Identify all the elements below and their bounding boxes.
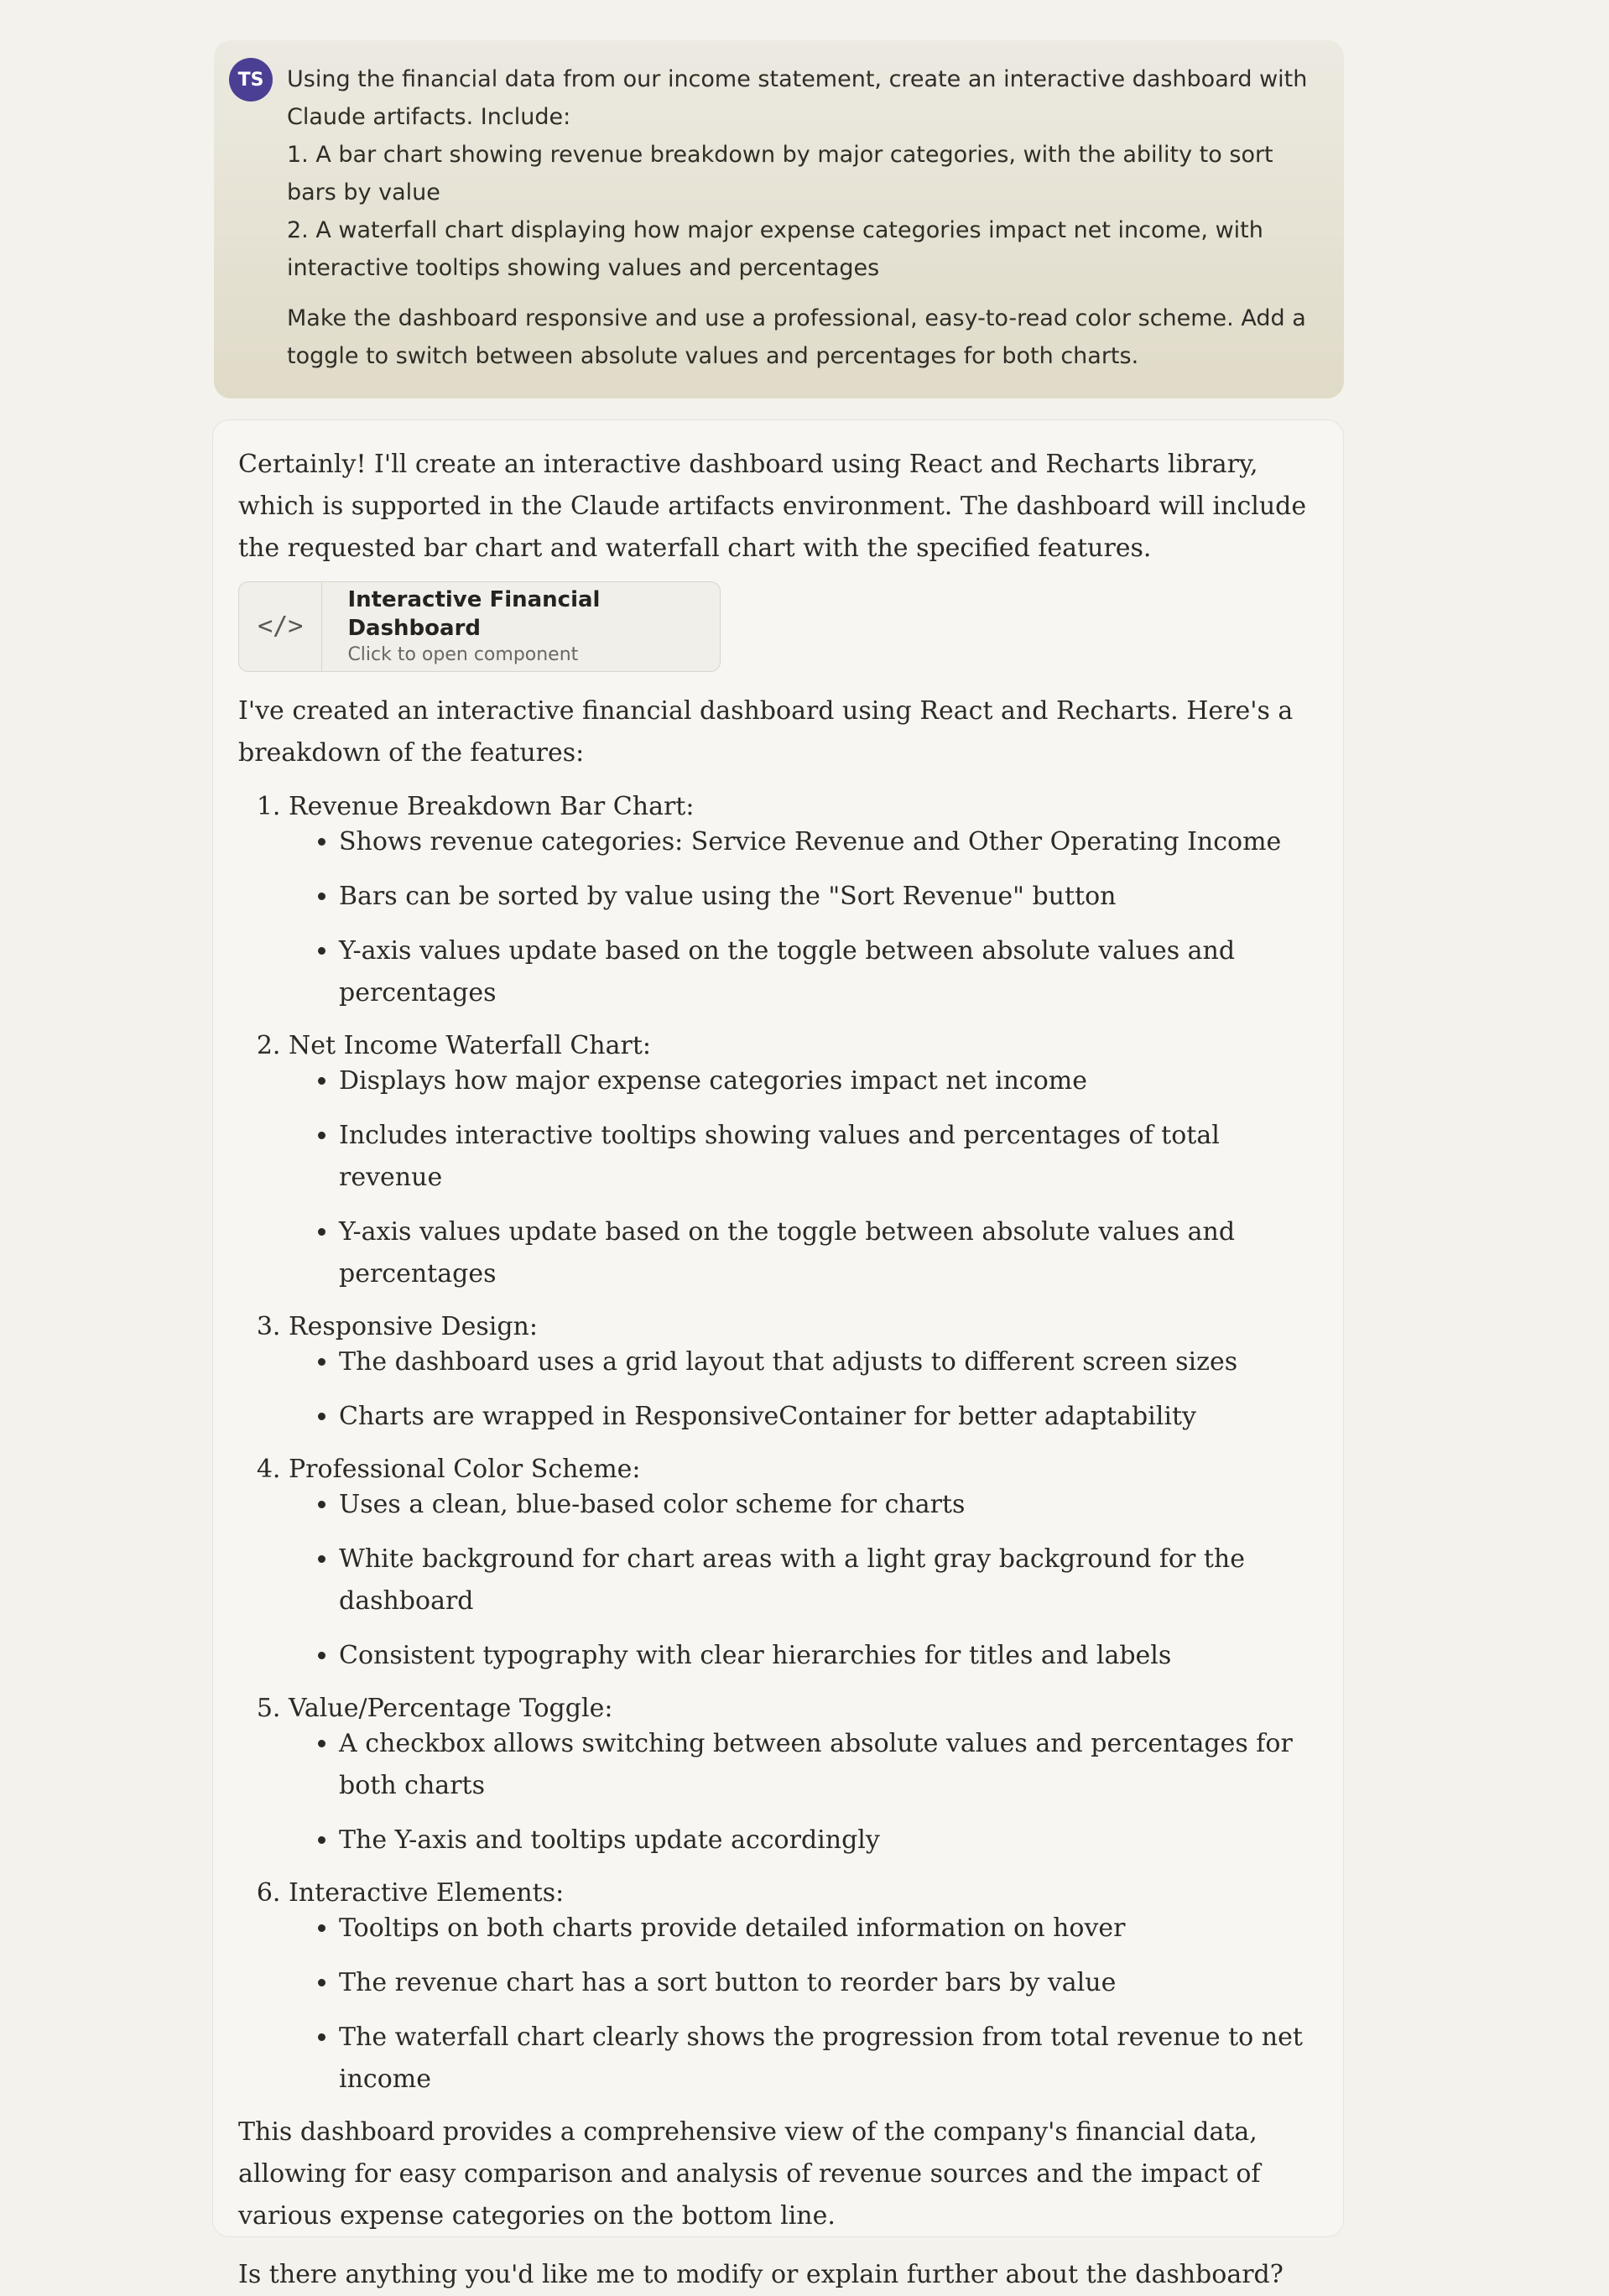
feature-list [238, 786, 1318, 2101]
feature-bullet: • A checkbox allows switching between absolute values and percentages for both charts [339, 1723, 1318, 1807]
user-message-closing: Make the dashboard responsive and use a professional, easy-to-read color scheme. Add a toggle to switch between absolute values and percentages for both charts. [287, 305, 1306, 369]
feature-bullet: • White background for chart areas with a light gray background for the dashboard [339, 1538, 1318, 1622]
feature-bullet: • The Y-axis and tooltips update accordingly [339, 1820, 1318, 1861]
feature-bullet: • Displays how major expense categories impact net income [339, 1060, 1318, 1102]
assistant-intro: Certainly! I'll create an interactive dashboard using React and Recharts library, which is supported in the Claude artifacts environment. The dashboard will include the requested bar chart and waterfall chart with the specified features. [238, 450, 1307, 563]
feature-item [289, 1306, 1318, 1438]
feature-bullet: • The dashboard uses a grid layout that adjusts to different screen sizes [339, 1341, 1318, 1383]
artifact-card[interactable] [238, 581, 721, 672]
user-message-line: Using the financial data from our income statement, create an interactive dashboard with Claude artifacts. Include: [287, 66, 1308, 130]
artifact-text [322, 582, 720, 671]
feature-bullet: • Uses a clean, blue-based color scheme for charts [339, 1484, 1318, 1526]
assistant-summary: I've created an interactive financial dashboard using React and Recharts. Here's a breakdown of the features: [238, 696, 1294, 768]
feature-bullets [289, 1060, 1318, 1295]
feature-bullet: • Includes interactive tooltips showing values and percentages of total revenue [339, 1115, 1318, 1199]
user-message-line: 1. A bar chart showing revenue breakdown by major categories, with the ability to sort bars by value [287, 142, 1273, 206]
assistant-conclusion: This dashboard provides a comprehensive view of the company's financial data, allowing for easy comparison and analysis of revenue sources and the impact of various expense categories on the bottom line. [238, 2117, 1261, 2231]
user-avatar[interactable]: TS [229, 58, 273, 102]
feature-bullets [289, 1484, 1318, 1677]
feature-bullet: • Y-axis values update based on the toggle between absolute values and percentages [339, 1211, 1318, 1295]
feature-bullet: • Shows revenue categories: Service Revenue and Other Operating Income [339, 821, 1318, 863]
user-message-line: 2. A waterfall chart displaying how major expense categories impact net income, with interactive tooltips showing values and percentages [287, 217, 1263, 281]
feature-bullets [289, 1723, 1318, 1861]
feature-bullet: • Consistent typography with clear hierarchies for titles and labels [339, 1635, 1318, 1677]
feature-title: Professional Color Scheme: [289, 1455, 641, 1484]
feature-bullet: • Tooltips on both charts provide detailed information on hover [339, 1908, 1318, 1950]
feature-bullet: • Bars can be sorted by value using the "Sort Revenue" button [339, 876, 1318, 918]
feature-item [289, 1872, 1318, 2101]
feature-title: Value/Percentage Toggle: [289, 1694, 613, 1723]
feature-item [289, 786, 1318, 1014]
feature-item [289, 1688, 1318, 1861]
assistant-message [212, 419, 1344, 2289]
feature-bullets [289, 821, 1318, 1014]
feature-item [289, 1449, 1318, 1677]
feature-item [289, 1025, 1318, 1295]
user-message [214, 40, 1344, 398]
assistant-question: Is there anything you'd like me to modify or explain further about the dashboard? [238, 2260, 1284, 2289]
feature-bullet: • Y-axis values update based on the toggle between absolute values and percentages [339, 930, 1318, 1014]
artifact-title: Interactive Financial Dashboard [347, 587, 601, 641]
feature-bullet: • Charts are wrapped in ResponsiveContainer for better adaptability [339, 1396, 1318, 1438]
feature-bullet: • The revenue chart has a sort button to reorder bars by value [339, 1962, 1318, 2004]
feature-title: Net Income Waterfall Chart: [289, 1031, 652, 1060]
artifact-subtitle: Click to open component [347, 644, 579, 665]
feature-bullet: • The waterfall chart clearly shows the progression from total revenue to net income [339, 2017, 1318, 2101]
feature-bullets [289, 1341, 1318, 1438]
feature-title: Responsive Design: [289, 1312, 538, 1341]
feature-bullets [289, 1908, 1318, 2101]
code-icon: </> [239, 582, 322, 671]
feature-title: Interactive Elements: [289, 1878, 565, 1908]
feature-title: Revenue Breakdown Bar Chart: [289, 792, 695, 821]
